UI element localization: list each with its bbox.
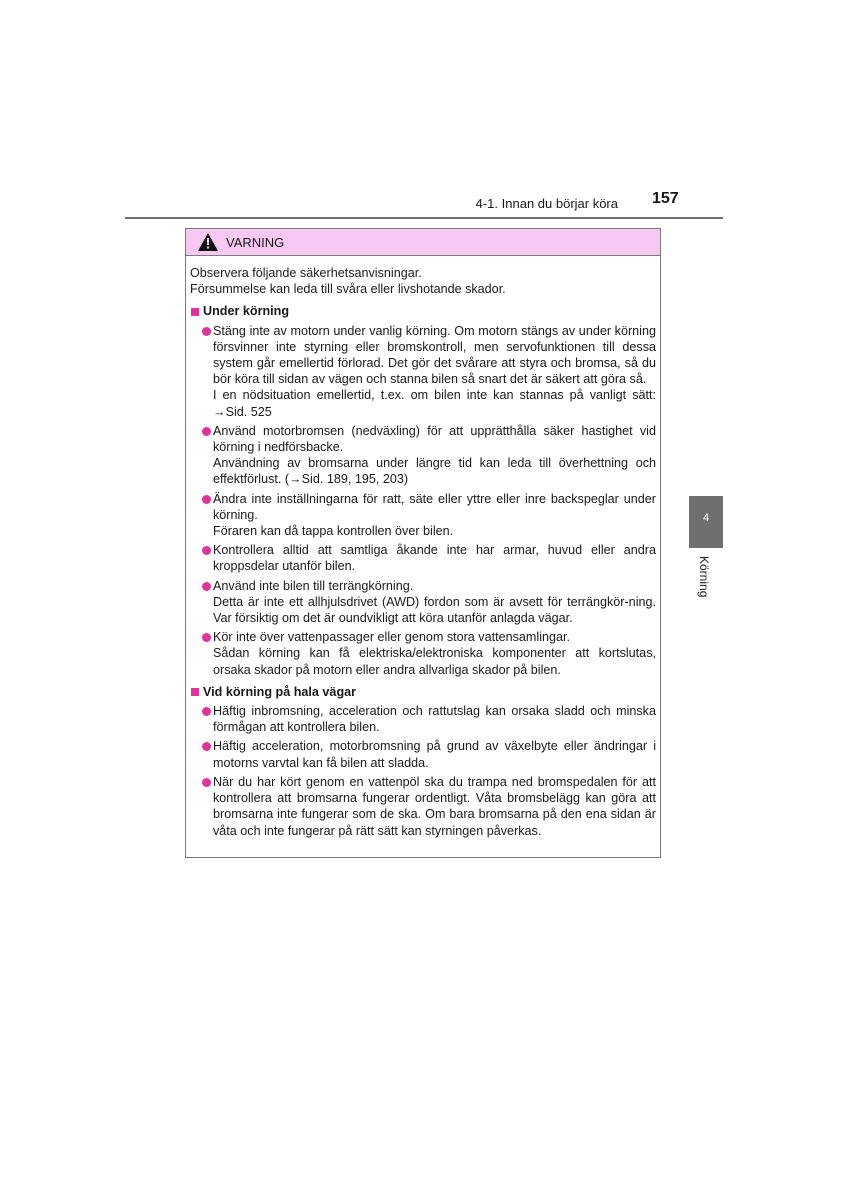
list-item	[190, 629, 656, 678]
list-item	[190, 491, 656, 540]
bullet-dot-icon	[202, 582, 211, 591]
section-heading	[190, 684, 656, 700]
section-heading-text: Under körning	[203, 304, 290, 319]
bullet-dot-icon	[202, 633, 211, 642]
bullet-text: Använd motorbromsen (nedväxling) för att upprätthålla säker hastighet vid körning i nedförsbacke.	[213, 423, 656, 455]
page-number: 157	[652, 190, 679, 207]
section-heading	[190, 303, 656, 319]
bullet-dot-icon	[202, 778, 211, 787]
list-item	[190, 423, 656, 488]
chapter-tab	[689, 496, 723, 548]
warning-body	[186, 256, 660, 839]
page-header	[0, 190, 848, 220]
bullet-text: Kör inte över vattenpassager eller genom stora vattensamlingar.	[213, 630, 571, 645]
square-bullet-icon	[191, 308, 199, 316]
bullet-note: Föraren kan då tappa kontrollen över bilen.	[213, 524, 454, 539]
list-item	[190, 738, 656, 770]
list-item	[190, 323, 656, 420]
list-item	[190, 703, 656, 735]
chapter-number: 4	[702, 512, 710, 524]
bullet-text: Ändra inte inställningarna för ratt, säte eller yttre eller inre backspeglar under körning.	[213, 491, 656, 522]
section-title: 4-1. Innan du börjar köra	[475, 196, 618, 211]
bullet-text: Stäng inte av motorn under vanlig körning. Om motorn stängs av under körning försvinner inte styrning eller bromskontroll, men servofunktionen till dessa system går emellertid förlorad. Det gör det svårare att styra och bromsa, så du bör köra till sidan av vägen och stanna bilen så snart det är säkert att göra så.	[213, 323, 656, 387]
bullet-text: Häftig inbromsning, acceleration och rattutslag kan orsaka sladd och minska förmågan att kontrollera bilen.	[213, 704, 656, 735]
bullet-text: Häftig acceleration, motorbromsning på grund av växelbyte eller ändringar i motorns varvtal kan få bilen att sladda.	[213, 739, 656, 770]
list-item	[190, 774, 656, 839]
section-heading-text: Vid körning på hala vägar	[203, 684, 357, 699]
bullet-note: Detta är inte ett allhjulsdrivet (AWD) fordon som är avsett för terrängkör-ning. Var försiktig om det är oundvikligt att köra utanför anlagda vägar.	[213, 594, 656, 626]
bullet-dot-icon	[202, 546, 211, 555]
warning-header	[186, 229, 660, 256]
bullet-dot-icon	[202, 707, 211, 716]
intro-line: Observera följande säkerhetsanvisningar.	[190, 266, 422, 280]
list-item	[190, 578, 656, 627]
bullet-text: När du har kört genom en vattenpöl ska du trampa ned bromspedalen för att kontrollera att bromsarna fungerar ordentligt. Våta bromsbelägg kan göra att bromsarna inte fungerar som de ska. Om bara bromsarna på den ena sidan är våta och inte fungerar på rätt sätt kan styrningen påverkas.	[213, 774, 656, 838]
warning-intro	[190, 265, 656, 297]
chapter-label: Körning	[697, 556, 711, 598]
square-bullet-icon	[191, 688, 199, 696]
intro-line: Försummelse kan leda till svåra eller livshotande skador.	[190, 282, 506, 297]
bullet-dot-icon	[202, 742, 211, 751]
list-item	[190, 542, 656, 574]
bullet-dot-icon	[202, 427, 211, 436]
bullet-note: Användning av bromsarna under längre tid kan leda till överhettning och effektförlust. (→Sid. 189, 195, 203)	[213, 456, 656, 487]
bullet-note: I en nödsituation emellertid, t.ex. om bilen inte kan stannas på vanligt sätt: →Sid. 525	[213, 388, 656, 419]
warning-triangle-icon	[198, 233, 218, 251]
bullet-note: Sådan körning kan få elektriska/elektroniska komponenter att kortslutas, orsaka skador på motorn eller andra allvarliga skador på bilen.	[213, 646, 656, 677]
bullet-dot-icon	[202, 327, 211, 336]
header-rule	[125, 217, 723, 219]
bullet-text: Använd inte bilen till terrängkörning.	[213, 578, 414, 593]
bullet-text: Kontrollera alltid att samtliga åkande inte har armar, huvud eller andra kroppsdelar utanför bilen.	[213, 543, 656, 574]
warning-box	[185, 228, 661, 858]
warning-title: VARNING	[226, 234, 285, 250]
bullet-dot-icon	[202, 495, 211, 504]
